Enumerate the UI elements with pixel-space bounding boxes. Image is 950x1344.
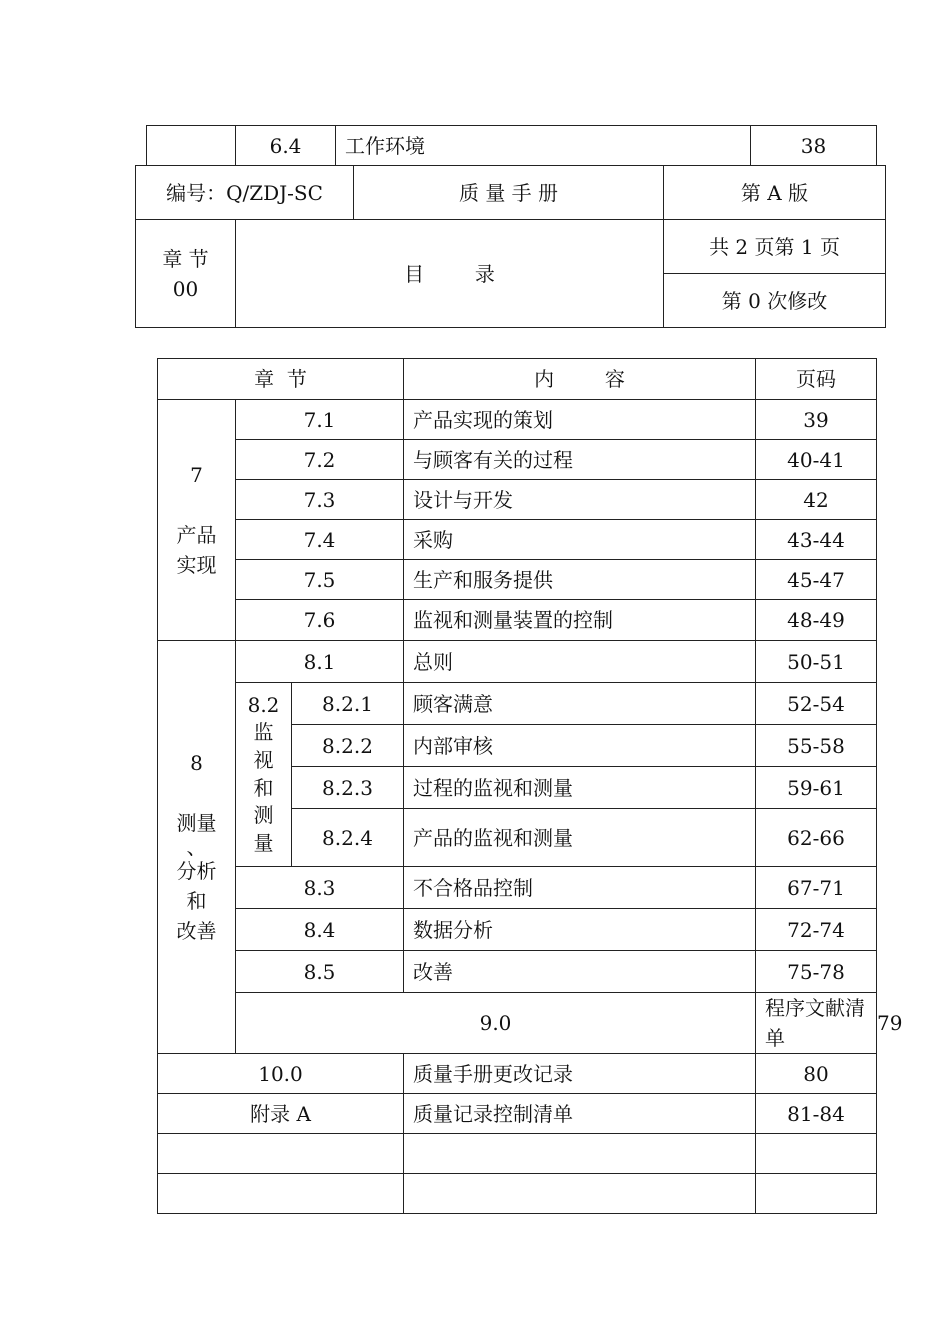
- subsection-82-label: [236, 683, 292, 867]
- table-row: [158, 683, 877, 725]
- page-number: 39: [756, 400, 877, 440]
- section-title: 质量手册更改记录: [404, 1054, 756, 1094]
- section-code: 8.2.3: [292, 767, 404, 809]
- subsection-82-line: 测: [253, 803, 274, 828]
- table-row: [158, 951, 877, 993]
- section-title: 设计与开发: [404, 480, 756, 520]
- page-number: 52-54: [756, 683, 877, 725]
- section-title: 监视和测量装置的控制: [404, 600, 756, 641]
- section-title: 工作环境: [336, 126, 751, 166]
- section-title: 生产和服务提供: [404, 560, 756, 600]
- empty-cell: [404, 1134, 756, 1174]
- table-row: [158, 909, 877, 951]
- revision-count: 第 0 次修改: [664, 274, 886, 328]
- toc-table: [157, 358, 903, 1214]
- table-row: [158, 480, 877, 520]
- page-number: 45-47: [756, 560, 877, 600]
- section-code: 8.2.4: [292, 809, 404, 867]
- section-code: 7.5: [236, 560, 404, 600]
- section-title: 产品实现的策划: [404, 400, 756, 440]
- page-number: 81-84: [756, 1094, 877, 1134]
- chapter-number: 00: [172, 276, 199, 301]
- section-title: 改善: [404, 951, 756, 993]
- page-number: 42: [756, 480, 877, 520]
- toc-header-row: [158, 359, 877, 400]
- section-code: 8.4: [236, 909, 404, 951]
- table-row: [158, 440, 877, 480]
- section-code: 8.5: [236, 951, 404, 993]
- edition-label: 第 A 版: [664, 166, 886, 220]
- chapter-7-name-line: 产品: [176, 523, 217, 547]
- section-title: 采购: [404, 520, 756, 560]
- empty-row: [158, 1134, 877, 1174]
- page-header: 页码: [756, 359, 877, 400]
- table-row: [136, 166, 886, 220]
- chapter-header: 章 节: [158, 359, 404, 400]
- section-code: 6.4: [236, 126, 336, 166]
- subsection-82-line: 量: [253, 830, 274, 855]
- page-number: 48-49: [756, 600, 877, 641]
- empty-cell: [404, 1174, 756, 1214]
- section-title: 内部审核: [404, 725, 756, 767]
- section-title: 数据分析: [404, 909, 756, 951]
- page-number: 67-71: [756, 867, 877, 909]
- section-title: 不合格品控制: [404, 867, 756, 909]
- subsection-82-line: 监: [253, 720, 274, 745]
- empty-cell: [147, 126, 236, 166]
- section-code: 9.0: [236, 993, 756, 1054]
- section-code: 10.0: [158, 1054, 404, 1094]
- page-number: 38: [751, 126, 877, 166]
- subsection-82-line: 和: [253, 775, 274, 800]
- manual-title: 质 量 手 册: [354, 166, 664, 220]
- table-row: [158, 1054, 877, 1094]
- section-heading: 目 录: [236, 220, 664, 328]
- chapter-7-number: 7: [190, 463, 203, 487]
- empty-cell: [158, 1174, 404, 1214]
- section-title: 质量记录控制清单: [404, 1094, 756, 1134]
- chapter-cell: [136, 220, 236, 328]
- section-code: 7.2: [236, 440, 404, 480]
- chapter-8-name-line: 和: [186, 889, 207, 913]
- chapter-label: 章 节: [162, 246, 209, 271]
- section-code: 8.2.1: [292, 683, 404, 725]
- empty-cell: [756, 1134, 877, 1174]
- content-header: 内 容: [404, 359, 756, 400]
- table-row: [158, 1094, 877, 1134]
- chapter-8-name-line: 分析: [176, 859, 217, 883]
- page-number: 55-58: [756, 725, 877, 767]
- chapter-8-name-line: 、: [186, 835, 207, 859]
- section-code: 7.3: [236, 480, 404, 520]
- page-number: 80: [756, 1054, 877, 1094]
- table-row: [158, 560, 877, 600]
- page-number: 59-61: [756, 767, 877, 809]
- table-row: [158, 641, 877, 683]
- section-code: 7.4: [236, 520, 404, 560]
- chapter-8-name-line: 改善: [176, 919, 217, 943]
- section-code: 7.6: [236, 600, 404, 641]
- section-title: 顾客满意: [404, 683, 756, 725]
- table-row: 9.0 程序文献清单 79: [158, 993, 877, 1054]
- section-code: 8.1: [236, 641, 404, 683]
- subsection-82-line: 8.2: [247, 692, 280, 717]
- chapter-7-name-line: 实现: [176, 553, 217, 577]
- chapter-8-number: 8: [190, 751, 203, 775]
- page-count: 共 2 页第 1 页: [664, 220, 886, 274]
- section-title: 程序文献清单: [756, 993, 877, 1054]
- table-row: [147, 126, 877, 166]
- table-row: [158, 400, 877, 440]
- empty-cell: [756, 1174, 877, 1214]
- table-row: [158, 867, 877, 909]
- chapter-7-label: [158, 400, 236, 641]
- table-row: [136, 220, 886, 274]
- page-number: 50-51: [756, 641, 877, 683]
- chapter-8-name-line: 测量: [176, 811, 217, 835]
- section-title: 产品的监视和测量: [404, 809, 756, 867]
- section-title: 与顾客有关的过程: [404, 440, 756, 480]
- subsection-82-line: 视: [253, 747, 274, 772]
- chapter-8-label: [158, 641, 236, 1054]
- previous-page-row-table: [146, 125, 877, 166]
- page-number: 72-74: [756, 909, 877, 951]
- section-code: 附录 A: [158, 1094, 404, 1134]
- section-title: 总则: [404, 641, 756, 683]
- page-number: 43-44: [756, 520, 877, 560]
- section-code: 8.2.2: [292, 725, 404, 767]
- table-row: [158, 520, 877, 560]
- page-number: 40-41: [756, 440, 877, 480]
- empty-row: [158, 1174, 877, 1214]
- section-title: 过程的监视和测量: [404, 767, 756, 809]
- document-header: [135, 165, 886, 328]
- empty-cell: [158, 1134, 404, 1174]
- page-number: 75-78: [756, 951, 877, 993]
- section-code: 7.1: [236, 400, 404, 440]
- page-number: 62-66: [756, 809, 877, 867]
- section-code: 8.3: [236, 867, 404, 909]
- table-row: [158, 600, 877, 641]
- document-number: 编号：Q/ZDJ-SC: [136, 166, 354, 220]
